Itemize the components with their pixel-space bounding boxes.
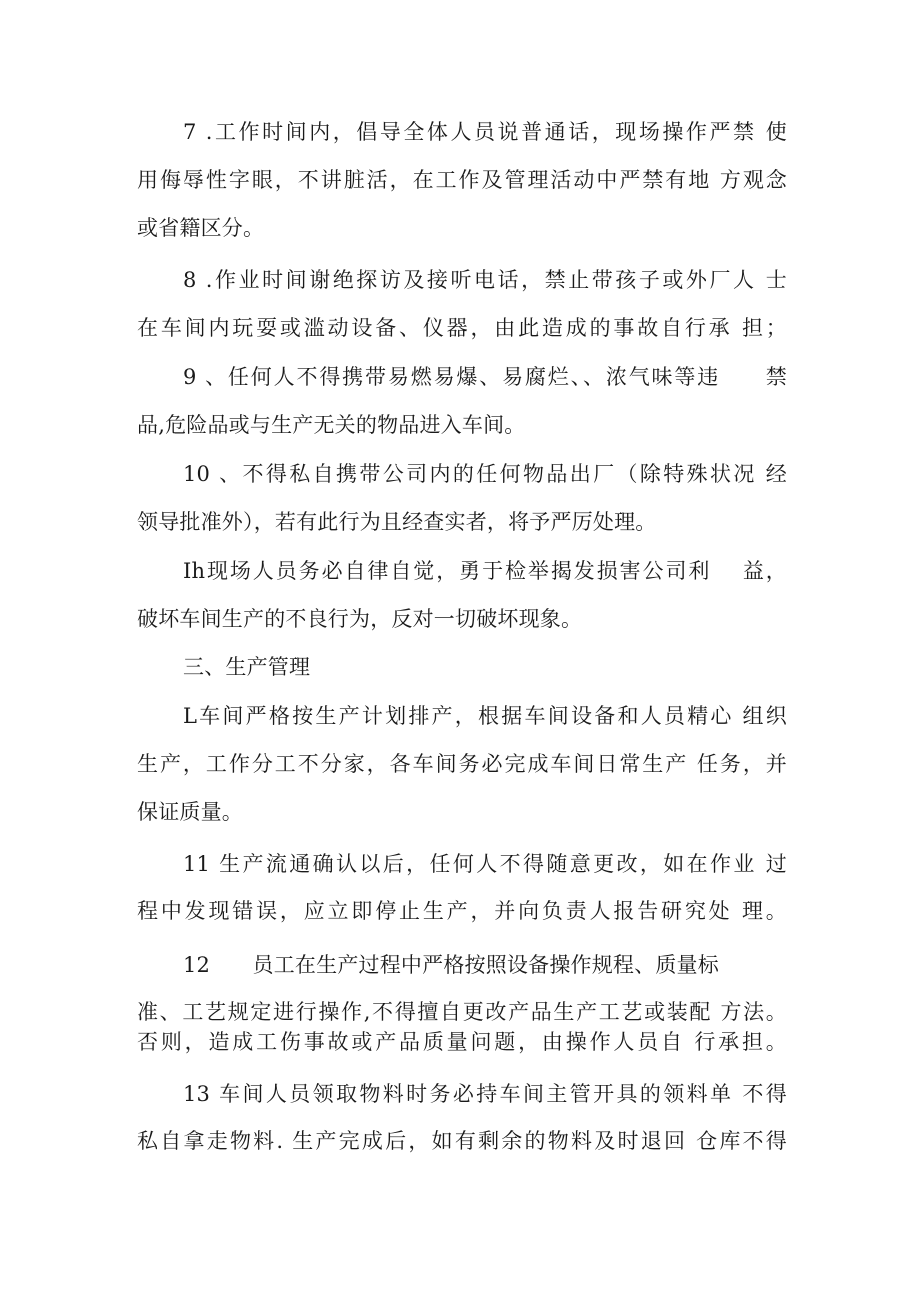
production-paragraph-1-line-2: 生产，工作分工不分家，各车间务必完成车间日常生产 任务，并	[137, 752, 787, 776]
paragraph-8-line-2: 在车间内玩耍或滥动设备、仪器，由此造成的事故自行承 担；	[137, 316, 787, 340]
production-paragraph-12-line-3: 否则，造成工伤事故或产品质量问题，由操作人员自 行承担。	[137, 1030, 787, 1054]
paragraph-7-line-2: 用侮辱性字眼，不讲脏活，在工作及管理活动中严禁有地 方观念	[137, 168, 787, 192]
paragraph-11-line-1: Ih现场人员务必自律自觉，勇于检举揭发损害公司利 益，	[183, 559, 787, 583]
production-paragraph-1-line-1: L车间严格按生产计划排产，根据车间设备和人员精心 组织	[183, 704, 787, 728]
production-paragraph-13-line-1: 13 车间人员领取物料时务必持车间主管开具的领料单 不得	[183, 1082, 787, 1106]
production-paragraph-1-line-3: 保证质量。	[137, 800, 243, 824]
paragraph-8-line-1: 8 .作业时间谢绝探访及接听电话，禁止带孩子或外厂人 士	[183, 268, 787, 292]
paragraph-7-line-3: 或省籍区分。	[137, 216, 265, 240]
production-paragraph-13-line-2: 私自拿走物料. 生产完成后，如有剩余的物料及时退回 仓库不得	[137, 1129, 787, 1153]
production-paragraph-12-line-1: 12 员工在生产过程中严格按照设备操作规程、质量标	[183, 953, 719, 977]
production-paragraph-11-line-2: 程中发现错误，应立即停止生产，并向负责人报告研究处 理。	[137, 899, 787, 923]
paragraph-7-line-1: 7 .工作时间内，倡导全体人员说普通话，现场操作严禁 使	[183, 120, 787, 144]
paragraph-10-line-2: 领导批准外），若有此行为且经查实者，将予严厉处理。	[137, 510, 657, 534]
production-paragraph-11-line-1: 11 生产流通确认以后，任何人不得随意更改，如在作业 过	[183, 852, 787, 876]
section-heading: 三、生产管理	[183, 655, 311, 679]
paragraph-11-line-2: 破坏车间生产的不良行为，反对一切破坏现象。	[137, 607, 583, 631]
paragraph-9-line-2: 品,危险品或与生产无关的物品进入车间。	[137, 413, 526, 437]
production-paragraph-12-line-2: 准、工艺规定进行操作,不得擅自更改产品生产工艺或装配 方法。	[137, 1000, 787, 1024]
paragraph-10-line-1: 10 、不得私自携带公司内的任何物品出厂（除特殊状况 经	[183, 462, 787, 486]
paragraph-9-line-1: 9 、任何人不得携带易燃易爆、易腐烂、、浓气味等违 禁	[183, 365, 787, 389]
